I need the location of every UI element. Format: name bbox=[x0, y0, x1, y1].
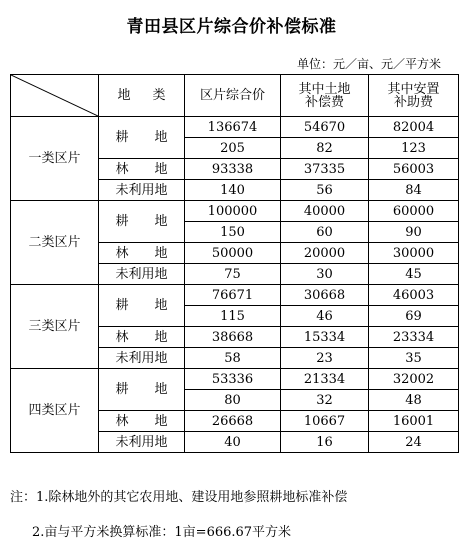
land-type-cell: 耕 地 bbox=[99, 285, 185, 327]
resettlement-cell: 16001 bbox=[369, 411, 459, 432]
region-name: 一类区片 bbox=[11, 117, 99, 201]
price-cell: 205 bbox=[185, 138, 281, 159]
table-header-row bbox=[11, 75, 459, 117]
price-cell: 26668 bbox=[185, 411, 281, 432]
price-cell: 115 bbox=[185, 306, 281, 327]
land-compensation-cell: 56 bbox=[281, 180, 369, 201]
price-cell: 50000 bbox=[185, 243, 281, 264]
land-type-cell: 耕 地 bbox=[99, 117, 185, 159]
note-1: 注：1.除林地外的其它农用地、建设用地参照耕地标准补偿 bbox=[10, 490, 348, 505]
price-cell: 100000 bbox=[185, 201, 281, 222]
resettlement-cell: 23334 bbox=[369, 327, 459, 348]
land-compensation-cell: 30 bbox=[281, 264, 369, 285]
resettlement-cell: 60000 bbox=[369, 201, 459, 222]
land-compensation-cell: 30668 bbox=[281, 285, 369, 306]
land-compensation-cell: 16 bbox=[281, 432, 369, 453]
price-cell: 58 bbox=[185, 348, 281, 369]
note-2: 2.亩与平方米换算标准：1亩=666.67平方米 bbox=[32, 525, 292, 540]
resettlement-cell: 35 bbox=[369, 348, 459, 369]
region-name: 三类区片 bbox=[11, 285, 99, 369]
resettlement-cell: 32002 bbox=[369, 369, 459, 390]
land-type-cell: 林 地 bbox=[99, 411, 185, 432]
land-type-cell: 未利用地 bbox=[99, 264, 185, 285]
land-type-cell: 未利用地 bbox=[99, 348, 185, 369]
table-row bbox=[11, 285, 459, 306]
price-cell: 53336 bbox=[185, 369, 281, 390]
land-compensation-cell: 37335 bbox=[281, 159, 369, 180]
land-compensation-cell: 21334 bbox=[281, 369, 369, 390]
resettlement-cell: 90 bbox=[369, 222, 459, 243]
land-compensation-cell: 82 bbox=[281, 138, 369, 159]
table-row bbox=[11, 369, 459, 390]
land-compensation-cell: 40000 bbox=[281, 201, 369, 222]
price-cell: 140 bbox=[185, 180, 281, 201]
land-type-cell: 未利用地 bbox=[99, 180, 185, 201]
land-type-cell: 林 地 bbox=[99, 159, 185, 180]
compensation-table bbox=[10, 74, 459, 453]
land-type-cell: 林 地 bbox=[99, 327, 185, 348]
resettlement-cell: 82004 bbox=[369, 117, 459, 138]
header-land-compensation: 其中土地 补偿费 bbox=[281, 75, 369, 117]
price-cell: 38668 bbox=[185, 327, 281, 348]
price-cell: 136674 bbox=[185, 117, 281, 138]
resettlement-cell: 69 bbox=[369, 306, 459, 327]
land-compensation-cell: 23 bbox=[281, 348, 369, 369]
resettlement-cell: 46003 bbox=[369, 285, 459, 306]
land-compensation-cell: 20000 bbox=[281, 243, 369, 264]
price-cell: 76671 bbox=[185, 285, 281, 306]
resettlement-cell: 123 bbox=[369, 138, 459, 159]
header-zone-price: 区片综合价 bbox=[185, 75, 281, 117]
diagonal-header-cell bbox=[11, 75, 99, 117]
resettlement-cell: 56003 bbox=[369, 159, 459, 180]
region-name: 四类区片 bbox=[11, 369, 99, 453]
land-compensation-cell: 10667 bbox=[281, 411, 369, 432]
price-cell: 150 bbox=[185, 222, 281, 243]
header-land-type: 地 类 bbox=[99, 75, 185, 117]
land-type-cell: 林 地 bbox=[99, 243, 185, 264]
price-cell: 80 bbox=[185, 390, 281, 411]
table-row bbox=[11, 201, 459, 222]
table-row bbox=[11, 117, 459, 138]
land-type-cell: 耕 地 bbox=[99, 201, 185, 243]
land-compensation-cell: 15334 bbox=[281, 327, 369, 348]
resettlement-cell: 30000 bbox=[369, 243, 459, 264]
region-name: 二类区片 bbox=[11, 201, 99, 285]
resettlement-cell: 24 bbox=[369, 432, 459, 453]
land-compensation-cell: 54670 bbox=[281, 117, 369, 138]
price-cell: 40 bbox=[185, 432, 281, 453]
unit-label: 单位：元／亩、元／平方米 bbox=[296, 57, 441, 71]
land-compensation-cell: 46 bbox=[281, 306, 369, 327]
resettlement-cell: 48 bbox=[369, 390, 459, 411]
page-title: 青田县区片综合价补偿标准 bbox=[126, 17, 337, 37]
price-cell: 93338 bbox=[185, 159, 281, 180]
header-resettlement-subsidy: 其中安置 补助费 bbox=[369, 75, 459, 117]
land-type-cell: 未利用地 bbox=[99, 432, 185, 453]
resettlement-cell: 45 bbox=[369, 264, 459, 285]
land-compensation-cell: 60 bbox=[281, 222, 369, 243]
land-type-cell: 耕 地 bbox=[99, 369, 185, 411]
resettlement-cell: 84 bbox=[369, 180, 459, 201]
price-cell: 75 bbox=[185, 264, 281, 285]
land-compensation-cell: 32 bbox=[281, 390, 369, 411]
